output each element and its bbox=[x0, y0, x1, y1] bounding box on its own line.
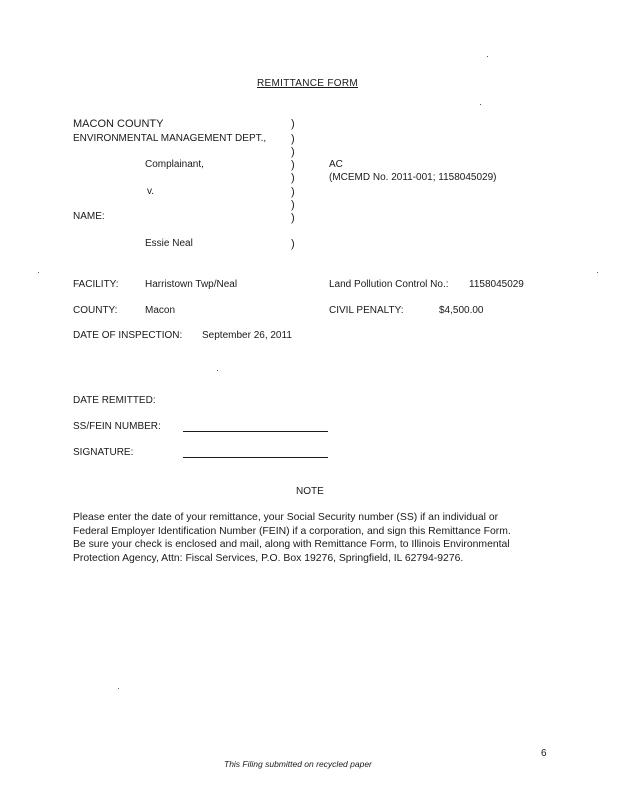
county-value: Macon bbox=[145, 305, 176, 316]
caption-versus: v. bbox=[147, 186, 155, 197]
caption-name-label: NAME: bbox=[73, 211, 105, 222]
scan-speck bbox=[597, 272, 598, 273]
caption-paren: ) bbox=[291, 146, 295, 158]
scan-speck bbox=[480, 104, 481, 105]
county-label: COUNTY: bbox=[73, 305, 118, 316]
scan-speck bbox=[118, 688, 119, 689]
caption-ac-label: AC bbox=[329, 159, 343, 170]
scan-speck bbox=[38, 272, 39, 273]
caption-paren: ) bbox=[291, 133, 295, 145]
facility-value: Harristown Twp/Neal bbox=[145, 279, 238, 290]
caption-respondent: Essie Neal bbox=[145, 238, 193, 249]
caption-dept: ENVIRONMENTAL MANAGEMENT DEPT., bbox=[73, 133, 267, 144]
caption-county: MACON COUNTY bbox=[73, 118, 164, 130]
date-remitted-label: DATE REMITTED: bbox=[73, 395, 156, 406]
penalty-label: CIVIL PENALTY: bbox=[329, 305, 404, 316]
signature-line[interactable] bbox=[183, 457, 328, 458]
note-line: Be sure your check is enclosed and mail, along with Remittance Form, to Illinois Environmental bbox=[73, 539, 510, 550]
note-heading: NOTE bbox=[296, 486, 324, 497]
note-body bbox=[73, 511, 553, 565]
caption-paren: ) bbox=[291, 172, 295, 184]
scan-speck bbox=[217, 370, 218, 371]
caption-case-number: (MCEMD No. 2011-001; 1158045029) bbox=[329, 172, 497, 183]
penalty-value: $4,500.00 bbox=[439, 305, 484, 316]
note-line: Protection Agency, Attn: Fiscal Services, P.O. Box 19276, Springfield, IL 62794-9276. bbox=[73, 552, 464, 564]
caption-paren: ) bbox=[291, 212, 295, 224]
caption-paren: ) bbox=[291, 199, 295, 211]
inspection-label: DATE OF INSPECTION: bbox=[73, 330, 183, 341]
form-title: REMITTANCE FORM bbox=[257, 78, 358, 89]
caption-paren: ) bbox=[291, 186, 295, 198]
note-line: Federal Employer Identification Number (FEIN) if a corporation, and sign this Remittance Form. bbox=[73, 525, 511, 537]
caption-paren: ) bbox=[291, 238, 295, 250]
caption-paren: ) bbox=[291, 159, 295, 171]
inspection-value: September 26, 2011 bbox=[202, 330, 292, 341]
lpc-label: Land Pollution Control No.: bbox=[329, 279, 449, 290]
caption-paren: ) bbox=[291, 118, 295, 130]
footer-note: This Filing submitted on recycled paper bbox=[224, 759, 372, 769]
caption-complainant: Complainant, bbox=[145, 159, 204, 170]
signature-label: SIGNATURE: bbox=[73, 447, 134, 458]
scan-speck bbox=[487, 56, 488, 57]
ssn-line[interactable] bbox=[183, 431, 328, 432]
page-number: 6 bbox=[541, 748, 547, 759]
ssn-label: SS/FEIN NUMBER: bbox=[73, 421, 161, 432]
note-line: Please enter the date of your remittance, your Social Security number (SS) if an individual or bbox=[73, 512, 499, 523]
facility-label: FACILITY: bbox=[73, 279, 119, 290]
lpc-value: 1158045029 bbox=[469, 279, 524, 290]
